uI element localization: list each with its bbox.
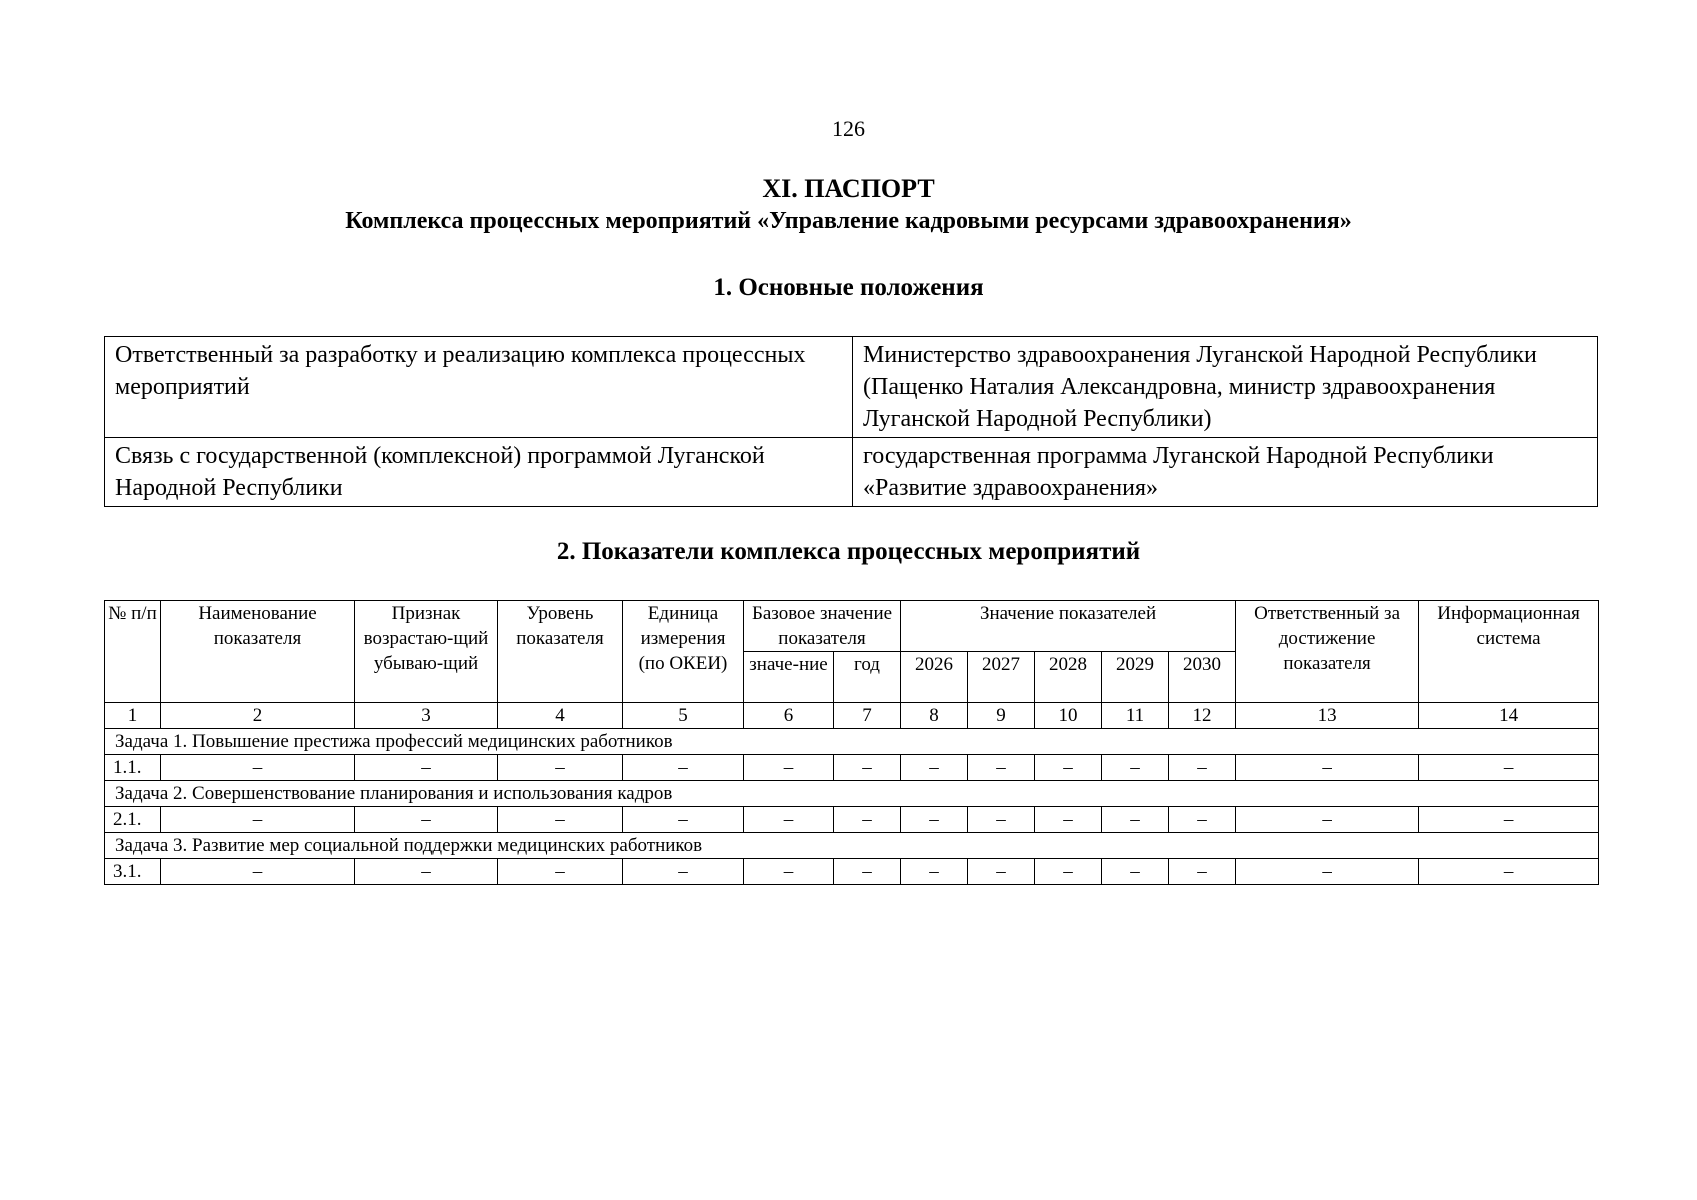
column-number: 11 [1102,703,1169,729]
cell: – [1236,755,1419,781]
cell: – [901,807,968,833]
header-level: Уровень показателя [498,601,623,703]
cell: – [161,859,355,885]
task-title: Задача 1. Повышение престижа профессий медицинских работников [105,729,1599,755]
header-base: Базовое значение показателя [744,601,901,652]
column-number: 5 [623,703,744,729]
responsible-label: Ответственный за разработку и реализацию комплекса процессных мероприятий [105,337,853,438]
cell: – [744,859,834,885]
cell: – [1102,859,1169,885]
cell: – [901,755,968,781]
task-title: Задача 2. Совершенствование планирования и использования кадров [105,781,1599,807]
table-row [105,807,1599,833]
column-number: 1 [105,703,161,729]
column-number: 12 [1169,703,1236,729]
header-year: 2028 [1035,652,1102,703]
cell: – [1035,807,1102,833]
header-year: 2026 [901,652,968,703]
column-number: 7 [834,703,901,729]
cell: – [1169,807,1236,833]
program-link-value: государственная программа Луганской Народной Республики «Развитие здравоохранения» [853,438,1598,507]
row-number: 2.1. [105,807,161,833]
cell: – [968,807,1035,833]
task-row [105,833,1599,859]
cell: – [623,859,744,885]
header-name: Наименование показателя [161,601,355,703]
column-number: 2 [161,703,355,729]
column-number: 10 [1035,703,1102,729]
header-num: № п/п [105,601,161,703]
section-1-title: 1. Основные положения [713,274,984,301]
indicators-table [104,600,1599,885]
cell: – [355,807,498,833]
column-number: 3 [355,703,498,729]
cell: – [355,755,498,781]
responsible-value: Министерство здравоохранения Луганской Народной Республики (Пащенко Наталия Александровна, министр здравоохранения Луганской Народной Республики) [853,337,1598,438]
header-system: Информационная система [1419,601,1599,703]
column-number: 13 [1236,703,1419,729]
column-number-row [105,703,1599,729]
cell: – [834,807,901,833]
task-row [105,729,1599,755]
task-title: Задача 3. Развитие мер социальной поддержки медицинских работников [105,833,1599,859]
page-number: 126 [832,116,865,141]
row-number: 3.1. [105,859,161,885]
cell: – [1236,807,1419,833]
table-row [105,859,1599,885]
header-responsible: Ответственный за достижение показателя [1236,601,1419,703]
section-2-title: 2. Показатели комплекса процессных мероприятий [556,538,1141,565]
header-unit: Единица измерения (по ОКЕИ) [623,601,744,703]
header-base-year: год [834,652,901,703]
header-base-value: значе-ние [744,652,834,703]
cell: – [498,859,623,885]
cell: – [744,807,834,833]
cell: – [834,859,901,885]
column-number: 4 [498,703,623,729]
row-number: 1.1. [105,755,161,781]
cell: – [623,755,744,781]
cell: – [1035,859,1102,885]
cell: – [1169,755,1236,781]
cell: – [1419,755,1599,781]
cell: – [623,807,744,833]
cell: – [1169,859,1236,885]
program-link-label: Связь с государственной (комплексной) программой Луганской Народной Республики [105,438,853,507]
cell: – [1035,755,1102,781]
header-year: 2029 [1102,652,1169,703]
cell: – [968,755,1035,781]
column-number: 14 [1419,703,1599,729]
document-subtitle: Комплекса процессных мероприятий «Управление кадровыми ресурсами здравоохранения» [345,208,1352,234]
header-row [105,601,1599,652]
cell: – [744,755,834,781]
cell: – [498,755,623,781]
cell: – [161,807,355,833]
cell: – [1419,859,1599,885]
column-number: 6 [744,703,834,729]
header-year: 2030 [1169,652,1236,703]
cell: – [355,859,498,885]
table-row [105,438,1598,507]
column-number: 8 [901,703,968,729]
header-values: Значение показателей [901,601,1236,652]
cell: – [1236,859,1419,885]
cell: – [1102,755,1169,781]
cell: – [834,755,901,781]
header-year: 2027 [968,652,1035,703]
basic-provisions-table [104,336,1598,507]
task-row [105,781,1599,807]
cell: – [968,859,1035,885]
table-row [105,337,1598,438]
table-row [105,755,1599,781]
column-number: 9 [968,703,1035,729]
document-title: XI. ПАСПОРТ [762,174,935,203]
cell: – [1419,807,1599,833]
cell: – [161,755,355,781]
cell: – [1102,807,1169,833]
cell: – [901,859,968,885]
header-sign: Признак возрастаю-щий убываю-щий [355,601,498,703]
cell: – [498,807,623,833]
